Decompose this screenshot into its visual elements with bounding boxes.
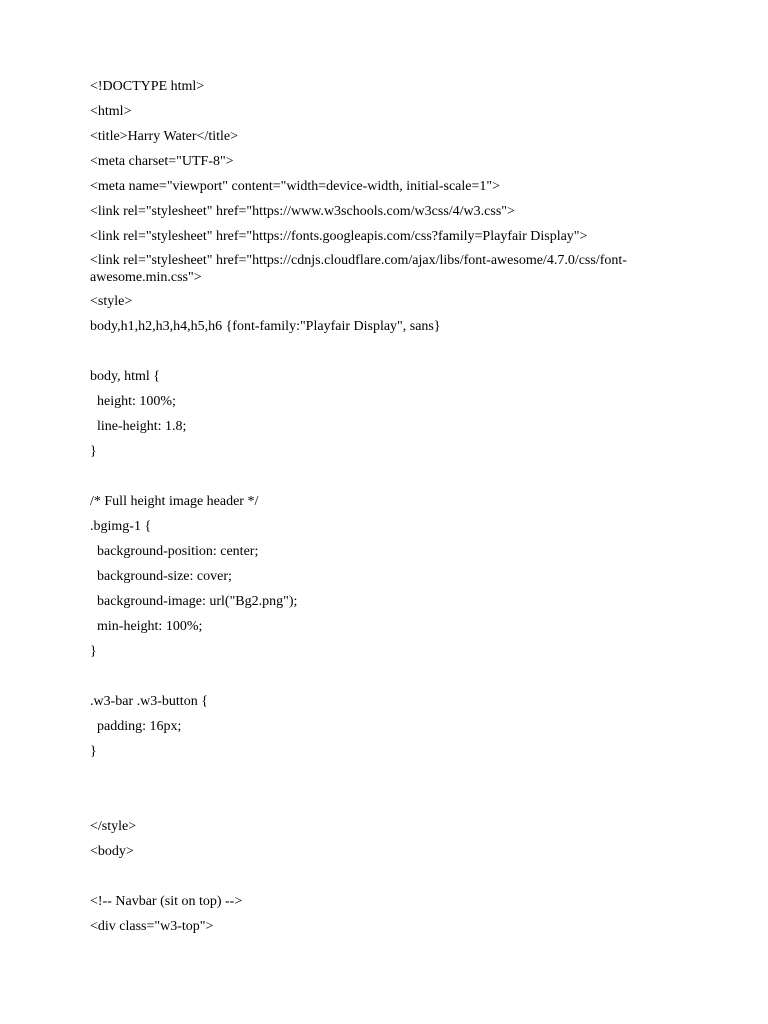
code-line: <link rel="stylesheet" href="https://fonts.googleapis.com/css?family=Playfair Display"> xyxy=(90,229,588,244)
code-line: <title>Harry Water</title> xyxy=(90,129,238,144)
code-line: background-position: center; xyxy=(90,544,259,559)
code-line: background-image: url("Bg2.png"); xyxy=(90,594,298,609)
code-line: } xyxy=(90,744,97,759)
code-line: .bgimg-1 { xyxy=(90,519,152,534)
code-line: <html> xyxy=(90,104,132,119)
code-line: padding: 16px; xyxy=(90,719,182,734)
code-line: <link rel="stylesheet" href="https://cdnjs.cloudflare.com/ajax/libs/font-awesome/4.7.0/css/font-awesome.min.css"> xyxy=(90,253,627,285)
code-line: </style> xyxy=(90,819,137,834)
blank-line xyxy=(90,467,690,492)
code-line: } xyxy=(90,644,97,659)
blank-line xyxy=(90,867,690,892)
code-line: body, html { xyxy=(90,369,160,384)
code-line: line-height: 1.8; xyxy=(90,419,187,434)
blank-line xyxy=(90,792,690,817)
blank-line xyxy=(90,342,690,367)
code-line: /* Full height image header */ xyxy=(90,494,259,509)
code-line: <style> xyxy=(90,294,133,309)
code-line: min-height: 100%; xyxy=(90,619,203,634)
code-line: <!-- Navbar (sit on top) --> xyxy=(90,894,243,909)
code-line: <meta charset="UTF-8"> xyxy=(90,154,234,169)
blank-line xyxy=(90,667,690,692)
code-line: height: 100%; xyxy=(90,394,176,409)
code-line: } xyxy=(90,444,97,459)
code-line: background-size: cover; xyxy=(90,569,232,584)
code-line: <body> xyxy=(90,844,134,859)
code-line: <link rel="stylesheet" href="https://www.w3schools.com/w3css/4/w3.css"> xyxy=(90,204,515,219)
blank-line xyxy=(90,767,690,792)
code-listing xyxy=(90,77,690,942)
code-line: .w3-bar .w3-button { xyxy=(90,694,208,709)
code-line: body,h1,h2,h3,h4,h5,h6 {font-family:"Playfair Display", sans} xyxy=(90,319,441,334)
code-line: <!DOCTYPE html> xyxy=(90,79,205,94)
code-line: <div class="w3-top"> xyxy=(90,919,214,934)
code-line: <meta name="viewport" content="width=device-width, initial-scale=1"> xyxy=(90,179,501,194)
